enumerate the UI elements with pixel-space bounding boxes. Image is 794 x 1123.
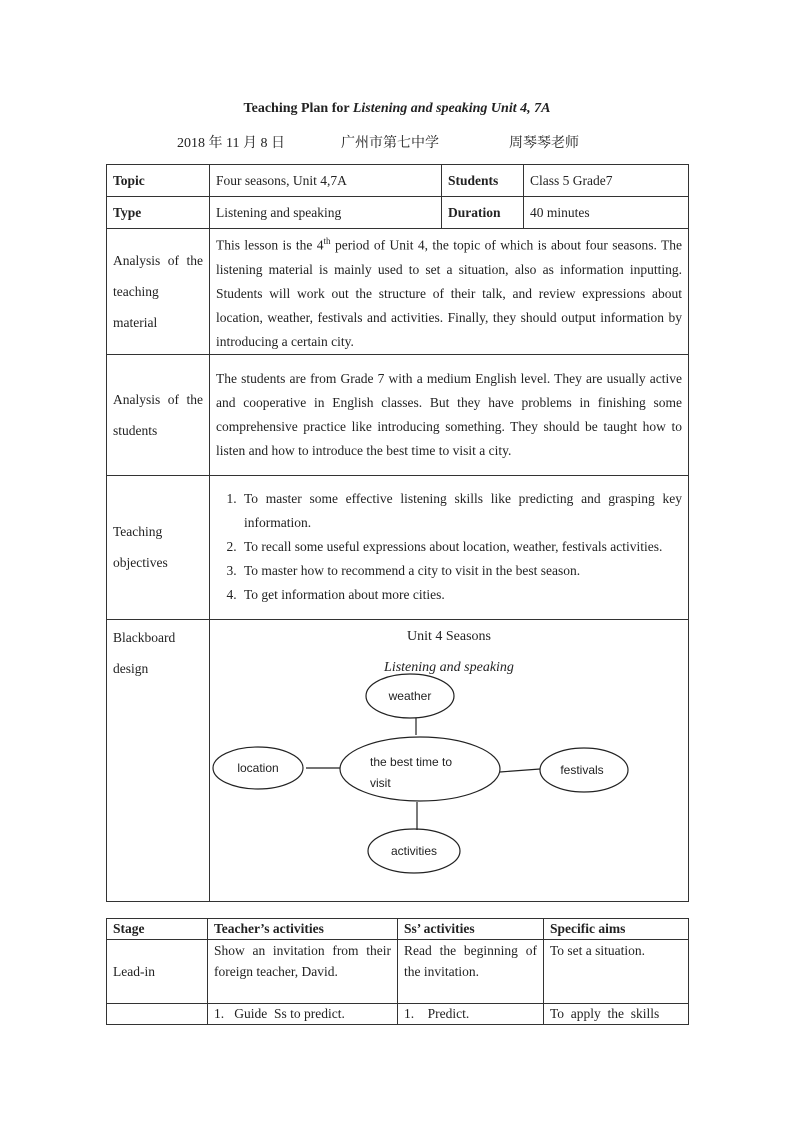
table-row <box>107 1004 689 1025</box>
duration-value: 40 minutes <box>524 197 689 229</box>
topic-row <box>107 165 689 197</box>
node-center-label-2: visit <box>370 775 391 790</box>
objective-item: 3. To master how to recommend a city to visit in the best season. <box>240 559 682 583</box>
ss-activity-cell: Read the beginning of the invitation. <box>398 940 544 1004</box>
title-prefix: Teaching Plan for <box>243 101 353 116</box>
topic-value: Four seasons, Unit 4,7A <box>210 165 442 197</box>
students-value: Class 5 Grade7 <box>524 165 689 197</box>
duration-label: Duration <box>442 197 524 229</box>
aim-cell: To apply the skills <box>544 1004 689 1025</box>
students-analysis-label: Analysis of the students <box>107 354 210 475</box>
stages-header-teacher: Teacher’s activities <box>208 919 398 940</box>
node-center-label-1: the best time to <box>370 754 453 769</box>
type-label: Type <box>107 197 210 229</box>
teacher-activity-cell: 1. Guide Ss to predict. <box>208 1004 398 1025</box>
connector-right <box>500 769 540 772</box>
blackboard-row <box>107 619 689 901</box>
topic-label: Topic <box>107 165 210 197</box>
teacher-activity-cell: Show an invitation from their foreign teacher, David. <box>208 940 398 1004</box>
type-row <box>107 197 689 229</box>
objectives-cell <box>210 475 689 619</box>
blackboard-design <box>210 619 689 901</box>
material-row <box>107 229 689 355</box>
material-text <box>210 229 689 355</box>
table-row <box>107 940 689 1004</box>
objective-item: 2. To recall some useful expressions about location, weather, festivals activities. <box>240 535 682 559</box>
blackboard-label: Blackboard design <box>107 619 210 901</box>
material-text-a: This lesson is the 4 <box>216 237 324 253</box>
stages-header-aims: Specific aims <box>544 919 689 940</box>
node-weather-label: weather <box>388 688 432 703</box>
material-text-b: period of Unit 4, the topic of which is about four seasons. The listening material is mainly used to set a situation, also as information inputting. Students will work out the structure of their talk, and review expressions about location, weather, festivals and activities. Finally, they should output information by introducing a certain city. <box>216 237 683 349</box>
teacher-name: 周琴琴老师 <box>509 136 579 151</box>
objectives-list <box>216 487 682 607</box>
stage-cell: Lead-in <box>107 940 208 1004</box>
lesson-date: 2018 年 11 月 8 日 <box>177 136 285 151</box>
objectives-label: Teaching objectives <box>107 475 210 619</box>
mind-map <box>210 620 688 902</box>
objective-item: 1. To master some effective listening skills like predicting and grasping key information. <box>240 487 682 535</box>
students-label: Students <box>442 165 524 197</box>
type-value: Listening and speaking <box>210 197 442 229</box>
aim-cell: To set a situation. <box>544 940 689 1004</box>
material-label: Analysis of the teaching material <box>107 229 210 355</box>
stages-header-ss: Ss’ activities <box>398 919 544 940</box>
blackboard-subheading: Listening and speaking <box>384 659 514 675</box>
students-analysis-row <box>107 354 689 475</box>
node-center <box>340 737 500 801</box>
objective-item: 4. To get information about more cities. <box>240 583 682 607</box>
node-festivals-label: festivals <box>560 762 604 777</box>
stages-header-row <box>107 919 689 940</box>
material-text-sup: th <box>323 236 331 246</box>
students-analysis-text: The students are from Grade 7 with a medium English level. They are usually active and cooperative in English classes. But they have problems in finishing some comprehensive practice like introducing something. They should be taught how to listen and how to introduce the best time to visit a city. <box>210 354 689 475</box>
blackboard-heading: Unit 4 Seasons <box>407 628 491 644</box>
title-italic: Listening and speaking Unit 4, 7A <box>352 101 551 116</box>
stage-cell <box>107 1004 208 1025</box>
document-title <box>0 101 794 117</box>
node-activities-label: activities <box>390 843 438 858</box>
node-location-label: location <box>237 760 279 775</box>
stages-table <box>106 918 689 1025</box>
school-name: 广州市第七中学 <box>341 136 439 151</box>
objectives-row <box>107 475 689 619</box>
plan-table <box>106 164 689 902</box>
stages-header-stage: Stage <box>107 919 208 940</box>
ss-activity-cell: 1. Predict. <box>398 1004 544 1025</box>
